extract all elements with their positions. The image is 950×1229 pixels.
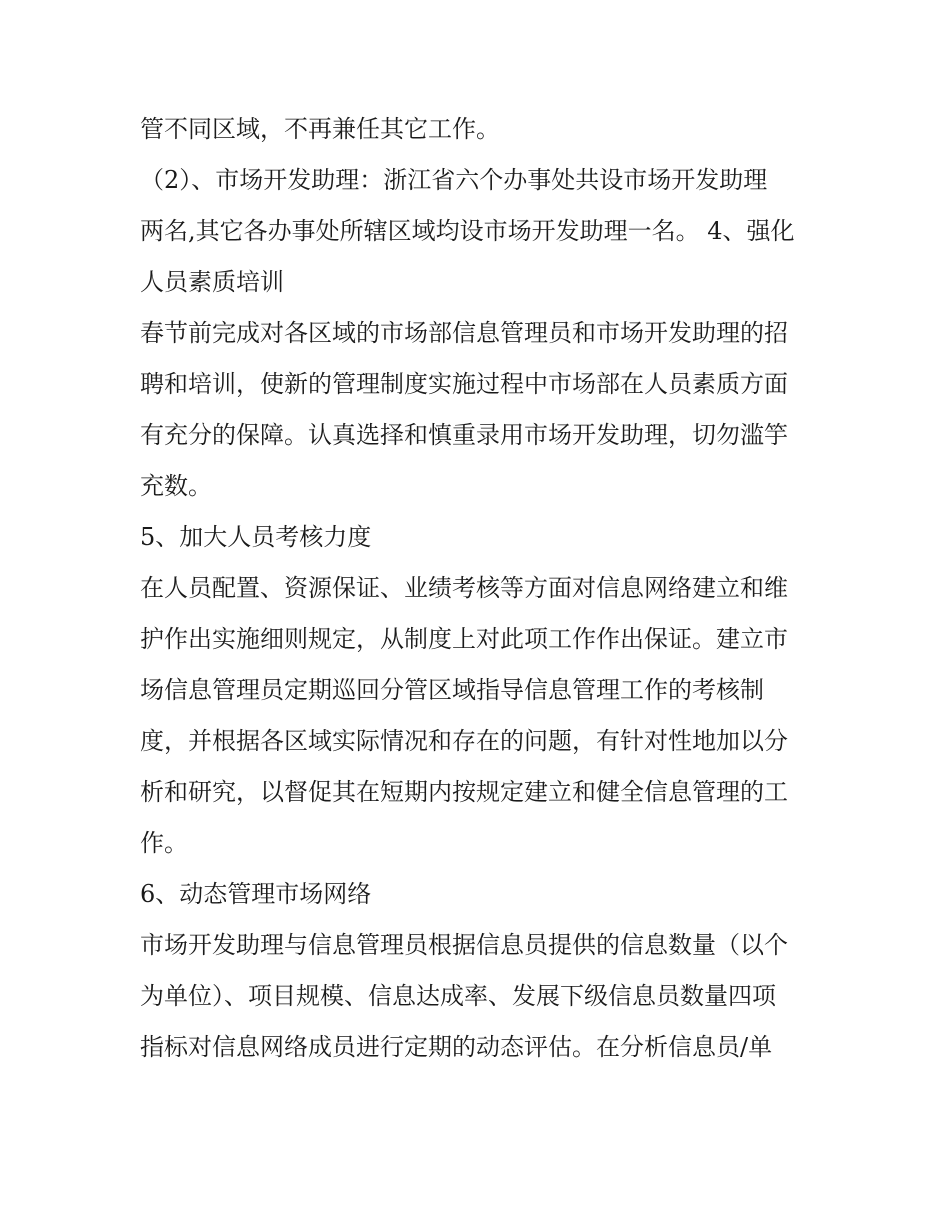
text-line: 管不同区域，不再兼任其它工作。: [140, 115, 500, 143]
text-line: 析和研究，以督促其在短期内按规定建立和健全信息管理的工: [140, 778, 788, 806]
text-line: 人员素质培训: [140, 268, 284, 296]
text-line: 聘和培训，使新的管理制度实施过程中市场部在人员素质方面: [140, 370, 788, 398]
section-heading: 6、动态管理市场网络: [140, 880, 372, 908]
text-line: 为单位）、项目规模、信息达成率、发展下级信息员数量四项: [140, 982, 776, 1010]
text-line: 市场开发助理与信息管理员根据信息员提供的信息数量（以个: [140, 931, 788, 959]
text-line: 场信息管理员定期巡回分管区域指导信息管理工作的考核制: [140, 676, 764, 704]
text-line: 春节前完成对各区域的市场部信息管理员和市场开发助理的招: [140, 319, 788, 347]
text-line: 两名,其它各办事处所辖区域均设市场开发助理一名。 4、强化: [140, 217, 795, 245]
section-heading: 5、加大人员考核力度: [140, 523, 372, 551]
text-line: 作。: [140, 829, 188, 857]
text-line: 度，并根据各区域实际情况和存在的问题，有针对性地加以分: [140, 727, 788, 755]
text-line: 在人员配置、资源保证、业绩考核等方面对信息网络建立和维: [140, 574, 788, 602]
text-line: 有充分的保障。认真选择和慎重录用市场开发助理，切勿滥竽: [140, 421, 788, 449]
text-line: 充数。: [140, 472, 212, 500]
text-line: 护作出实施细则规定，从制度上对此项工作作出保证。建立市: [140, 625, 788, 653]
text-line: 指标对信息网络成员进行定期的动态评估。在分析信息员/单: [140, 1033, 773, 1061]
document-body: [140, 110, 820, 1079]
text-line: （2）、市场开发助理：浙江省六个办事处共设市场开发助理: [140, 166, 768, 194]
